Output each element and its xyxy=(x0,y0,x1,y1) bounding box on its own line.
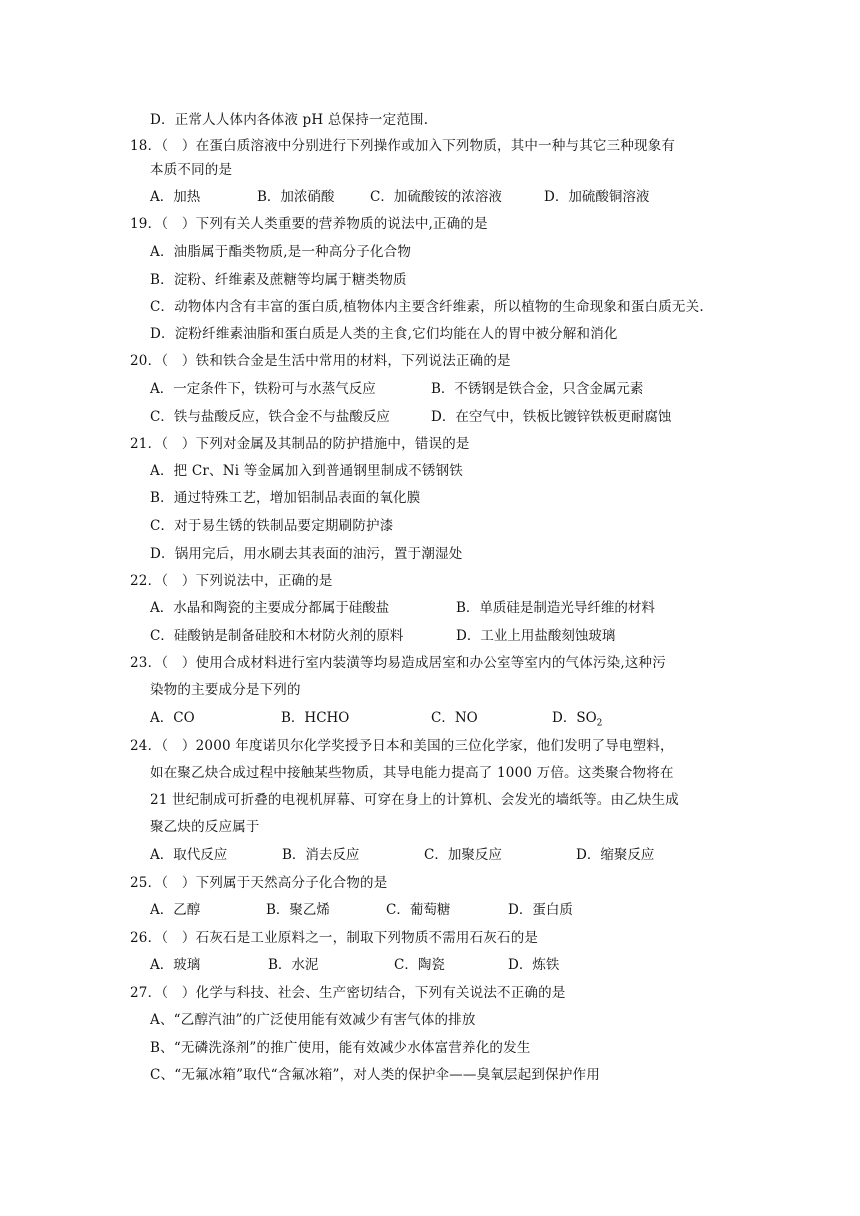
q24-stem-cont-2: 21 世纪制成可折叠的电视机屏幕、可穿在身上的计算机、会发光的墙纸等。由乙炔生成 xyxy=(150,792,679,808)
q24-option-a: A．取代反应 xyxy=(150,847,228,863)
q18-option-a: A．加热 xyxy=(150,189,201,205)
q19-stem: 19．（ ）下列有关人类重要的营养物质的说法中,正确的是 xyxy=(130,216,488,232)
q23-option-d xyxy=(552,709,602,733)
q18-option-b: B．加浓硝酸 xyxy=(257,189,335,205)
q23-option-d-subscript: 2 xyxy=(596,718,603,729)
q27-option-c: C、“无氟冰箱”取代“含氟冰箱”，对人类的保护伞——臭氧层起到保护作用 xyxy=(150,1067,600,1083)
q20-stem: 20．（ ）铁和铁合金是生活中常用的材料，下列说法正确的是 xyxy=(130,353,511,369)
q23-option-c: C．NO xyxy=(431,710,478,726)
q24-stem-cont-3: 聚乙炔的反应属于 xyxy=(150,819,260,835)
q18-option-c: C．加硫酸铵的浓溶液 xyxy=(370,189,502,205)
q22-option-b: B．单质硅是制造光导纤维的材料 xyxy=(456,600,655,616)
q25-stem: 25．（ ）下列属于天然高分子化合物的是 xyxy=(130,875,388,891)
q26-option-c: C．陶瓷 xyxy=(394,957,445,973)
q24-stem-cont-1: 如在聚乙炔合成过程中接触某些物质，其导电能力提高了 1000 万倍。这类聚合物将在 xyxy=(150,765,674,781)
q19-option-d: D．淀粉纤维素油脂和蛋白质是人类的主食,它们均能在人的胃中被分解和消化 xyxy=(150,326,618,342)
q24-stem: 24．（ ）2000 年度诺贝尔化学奖授予日本和美国的三位化学家，他们发明了导电塑料， xyxy=(130,738,674,754)
q21-stem: 21．（ ）下列对金属及其制品的防护措施中，错误的是 xyxy=(130,436,470,452)
q22-option-a: A．水晶和陶瓷的主要成分都属于硅酸盐 xyxy=(150,600,390,616)
q27-stem: 27．（ ）化学与科技、社会、生产密切结合，下列有关说法不正确的是 xyxy=(130,985,566,1001)
q24-option-c: C．加聚反应 xyxy=(424,847,502,863)
q19-option-b: B．淀粉、纤维素及蔗糖等均属于糖类物质 xyxy=(150,272,407,288)
q23-option-d-text: D．SO xyxy=(552,710,597,726)
q24-option-d: D．缩聚反应 xyxy=(576,847,655,863)
q18-option-d: D．加硫酸铜溶液 xyxy=(544,189,650,205)
q21-option-b: B．通过特殊工艺，增加铝制品表面的氧化膜 xyxy=(150,490,421,506)
q20-option-b: B．不锈钢是铁合金，只含金属元素 xyxy=(431,381,644,397)
q17-option-d: D．正常人人体内各体液 pH 总保持一定范围. xyxy=(150,112,429,128)
q23-option-b: B．HCHO xyxy=(281,710,350,726)
q20-option-d: D．在空气中，铁板比镀锌铁板更耐腐蚀 xyxy=(431,409,672,425)
q21-option-c: C．对于易生锈的铁制品要定期刷防护漆 xyxy=(150,518,394,534)
q22-option-c: C．硅酸钠是制备硅胶和木材防火剂的原料 xyxy=(150,628,404,644)
q22-option-d: D．工业上用盐酸刻蚀玻璃 xyxy=(456,628,616,644)
q25-option-a: A．乙醇 xyxy=(150,902,201,918)
q26-option-a: A．玻璃 xyxy=(150,957,201,973)
q26-stem: 26．（ ）石灰石是工业原料之一，制取下列物质不需用石灰石的是 xyxy=(130,930,539,946)
q22-stem: 22．（ ）下列说法中，正确的是 xyxy=(130,573,333,589)
q21-option-a: A．把 Cr、Ni 等金属加入到普通钢里制成不锈钢铁 xyxy=(150,463,463,479)
q21-option-d: D．锅用完后，用水刷去其表面的油污，置于潮湿处 xyxy=(150,546,463,562)
q19-option-c: C．动物体内含有丰富的蛋白质,植物体内主要含纤维素，所以植物的生命现象和蛋白质无关. xyxy=(150,299,704,315)
q19-option-a: A．油脂属于酯类物质,是一种高分子化合物 xyxy=(150,244,412,260)
q25-option-b: B．聚乙烯 xyxy=(266,902,330,918)
q24-option-b: B．消去反应 xyxy=(282,847,360,863)
q23-stem: 23．（ ）使用合成材料进行室内装潢等均易造成居室和办公室等室内的气体污染,这种污 xyxy=(130,655,666,671)
q20-option-a: A．一定条件下，铁粉可与水蒸气反应 xyxy=(150,381,376,397)
q23-option-a: A．CO xyxy=(150,710,195,726)
q23-stem-cont: 染物的主要成分是下列的 xyxy=(150,682,301,698)
q25-option-c: C．葡萄糖 xyxy=(386,902,451,918)
q27-option-b: B、“无磷洗涤剂”的推广使用，能有效减少水体富营养化的发生 xyxy=(150,1040,531,1056)
q26-option-d: D．炼铁 xyxy=(508,957,560,973)
q20-option-c: C．铁与盐酸反应，铁合金不与盐酸反应 xyxy=(150,409,390,425)
q27-option-a: A、“乙醇汽油”的广泛使用能有效减少有害气体的排放 xyxy=(150,1012,476,1028)
q26-option-b: B．水泥 xyxy=(268,957,319,973)
q25-option-d: D．蛋白质 xyxy=(508,902,573,918)
q18-stem-cont: 本质不同的是 xyxy=(150,162,233,178)
q18-stem: 18．（ ）在蛋白质溶液中分别进行下列操作或加入下列物质，其中一种与其它三种现象有 xyxy=(130,138,676,154)
